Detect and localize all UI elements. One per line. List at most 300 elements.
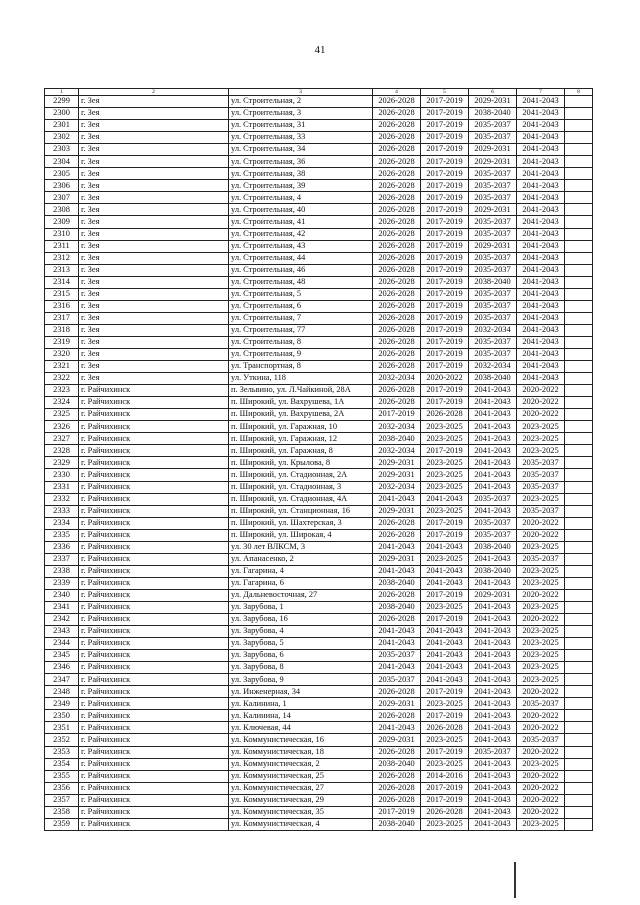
city-cell: г. Райчихинск — [79, 626, 229, 638]
note-cell — [565, 758, 593, 770]
note-cell — [565, 397, 593, 409]
table-row — [45, 638, 593, 650]
note-cell — [565, 674, 593, 686]
city-cell: г. Зея — [79, 108, 229, 120]
period-cell: 2020-2022 — [517, 589, 565, 601]
period-cell: 2041-2043 — [469, 794, 517, 806]
period-cell: 2017-2019 — [421, 300, 469, 312]
period-cell: 2038-2040 — [469, 565, 517, 577]
note-cell — [565, 541, 593, 553]
period-cell: 2035-2037 — [469, 493, 517, 505]
city-cell: г. Райчихинск — [79, 589, 229, 601]
row-number: 2335 — [45, 529, 79, 541]
period-cell: 2020-2022 — [517, 746, 565, 758]
period-cell: 2017-2019 — [421, 96, 469, 108]
period-cell: 2017-2019 — [421, 252, 469, 264]
period-cell: 2023-2025 — [421, 457, 469, 469]
period-cell: 2032-2034 — [373, 421, 421, 433]
address-cell: ул. Строительная, 6 — [229, 300, 373, 312]
city-cell: г. Райчихинск — [79, 710, 229, 722]
note-cell — [565, 481, 593, 493]
period-cell: 2017-2019 — [421, 445, 469, 457]
period-cell: 2041-2043 — [469, 409, 517, 421]
note-cell — [565, 493, 593, 505]
address-cell: ул. Строительная, 3 — [229, 108, 373, 120]
period-cell: 2029-2031 — [469, 240, 517, 252]
note-cell — [565, 794, 593, 806]
note-cell — [565, 120, 593, 132]
period-cell: 2026-2028 — [373, 324, 421, 336]
table-row — [45, 288, 593, 300]
note-cell — [565, 589, 593, 601]
row-number: 2345 — [45, 650, 79, 662]
period-cell: 2041-2043 — [373, 638, 421, 650]
period-cell: 2035-2037 — [517, 457, 565, 469]
period-cell: 2035-2037 — [469, 517, 517, 529]
period-cell: 2014-2016 — [421, 770, 469, 782]
note-cell — [565, 216, 593, 228]
row-number: 2338 — [45, 565, 79, 577]
address-cell: ул. Строительная, 40 — [229, 204, 373, 216]
city-cell: г. Зея — [79, 240, 229, 252]
row-number: 2306 — [45, 180, 79, 192]
city-cell: г. Райчихинск — [79, 433, 229, 445]
period-cell: 2035-2037 — [469, 216, 517, 228]
period-cell: 2023-2025 — [421, 469, 469, 481]
table-row — [45, 722, 593, 734]
table-row — [45, 662, 593, 674]
period-cell: 2041-2043 — [517, 264, 565, 276]
address-cell: ул. Зарубова, 16 — [229, 614, 373, 626]
row-number: 2355 — [45, 770, 79, 782]
period-cell: 2041-2043 — [469, 650, 517, 662]
note-cell — [565, 686, 593, 698]
city-cell: г. Райчихинск — [79, 505, 229, 517]
city-cell: г. Зея — [79, 180, 229, 192]
note-cell — [565, 132, 593, 144]
address-cell: ул. Коммунистическая, 2 — [229, 758, 373, 770]
address-cell: ул. Строительная, 39 — [229, 180, 373, 192]
city-cell: г. Зея — [79, 192, 229, 204]
city-cell: г. Райчихинск — [79, 662, 229, 674]
city-cell: г. Райчихинск — [79, 565, 229, 577]
period-cell: 2029-2031 — [469, 589, 517, 601]
period-cell: 2041-2043 — [517, 373, 565, 385]
city-cell: г. Райчихинск — [79, 746, 229, 758]
period-cell: 2038-2040 — [469, 276, 517, 288]
address-cell: ул. Строительная, 8 — [229, 336, 373, 348]
period-cell: 2041-2043 — [469, 734, 517, 746]
city-cell: г. Зея — [79, 348, 229, 360]
row-number: 2356 — [45, 782, 79, 794]
address-cell: п. Широкий, ул. Стадионная, 4А — [229, 493, 373, 505]
period-cell: 2041-2043 — [517, 108, 565, 120]
period-cell: 2023-2025 — [421, 758, 469, 770]
period-cell: 2017-2019 — [421, 240, 469, 252]
note-cell — [565, 638, 593, 650]
table-row — [45, 589, 593, 601]
period-cell: 2026-2028 — [373, 168, 421, 180]
period-cell: 2041-2043 — [469, 662, 517, 674]
binding-mark — [514, 862, 516, 898]
period-cell: 2026-2028 — [373, 589, 421, 601]
period-cell: 2023-2025 — [517, 421, 565, 433]
address-cell: п. Широкий, ул. Шахтерская, 3 — [229, 517, 373, 529]
row-number: 2308 — [45, 204, 79, 216]
period-cell: 2026-2028 — [373, 794, 421, 806]
period-cell: 2041-2043 — [517, 348, 565, 360]
period-cell: 2035-2037 — [469, 300, 517, 312]
note-cell — [565, 144, 593, 156]
city-cell: г. Райчихинск — [79, 601, 229, 613]
row-number: 2299 — [45, 96, 79, 108]
period-cell: 2041-2043 — [469, 638, 517, 650]
table-row — [45, 674, 593, 686]
address-cell: ул. Строительная, 2 — [229, 96, 373, 108]
period-cell: 2029-2031 — [469, 96, 517, 108]
period-cell: 2026-2028 — [373, 385, 421, 397]
period-cell: 2041-2043 — [421, 626, 469, 638]
table-row — [45, 710, 593, 722]
period-cell: 2041-2043 — [373, 626, 421, 638]
period-cell: 2029-2031 — [373, 505, 421, 517]
period-cell: 2035-2037 — [469, 264, 517, 276]
table-row — [45, 192, 593, 204]
period-cell: 2041-2043 — [469, 674, 517, 686]
note-cell — [565, 577, 593, 589]
table-row — [45, 565, 593, 577]
row-number: 2331 — [45, 481, 79, 493]
address-cell: ул. Коммунистическая, 27 — [229, 782, 373, 794]
city-cell: г. Райчихинск — [79, 794, 229, 806]
table-row — [45, 300, 593, 312]
period-cell: 2020-2022 — [517, 806, 565, 818]
address-cell: ул. Гагарина, 6 — [229, 577, 373, 589]
city-cell: г. Зея — [79, 361, 229, 373]
period-cell: 2017-2019 — [421, 794, 469, 806]
period-cell: 2035-2037 — [469, 180, 517, 192]
note-cell — [565, 565, 593, 577]
table-row — [45, 324, 593, 336]
period-cell: 2035-2037 — [517, 734, 565, 746]
row-number: 2305 — [45, 168, 79, 180]
period-cell: 2041-2043 — [469, 421, 517, 433]
table-row — [45, 397, 593, 409]
city-cell: г. Зея — [79, 252, 229, 264]
city-cell: г. Зея — [79, 264, 229, 276]
period-cell: 2017-2019 — [421, 361, 469, 373]
period-cell: 2041-2043 — [517, 156, 565, 168]
table-row — [45, 746, 593, 758]
row-number: 2337 — [45, 553, 79, 565]
period-cell: 2020-2022 — [517, 686, 565, 698]
period-cell: 2038-2040 — [373, 601, 421, 613]
period-cell: 2041-2043 — [469, 433, 517, 445]
period-cell: 2041-2043 — [517, 361, 565, 373]
period-cell: 2032-2034 — [373, 481, 421, 493]
table-row — [45, 409, 593, 421]
period-cell: 2035-2037 — [517, 698, 565, 710]
period-cell: 2029-2031 — [469, 144, 517, 156]
note-cell — [565, 818, 593, 830]
period-cell: 2023-2025 — [517, 541, 565, 553]
address-cell: ул. Дальневосточная, 27 — [229, 589, 373, 601]
row-number: 2300 — [45, 108, 79, 120]
period-cell: 2035-2037 — [517, 553, 565, 565]
table-row — [45, 734, 593, 746]
period-cell: 2041-2043 — [517, 252, 565, 264]
period-cell: 2029-2031 — [373, 698, 421, 710]
note-cell — [565, 529, 593, 541]
city-cell: г. Райчихинск — [79, 818, 229, 830]
row-number: 2324 — [45, 397, 79, 409]
period-cell: 2041-2043 — [469, 782, 517, 794]
period-cell: 2023-2025 — [517, 650, 565, 662]
column-header: 5 — [421, 89, 469, 96]
period-cell: 2041-2043 — [517, 96, 565, 108]
table-row — [45, 96, 593, 108]
period-cell: 2026-2028 — [373, 264, 421, 276]
table-row — [45, 361, 593, 373]
row-number: 2328 — [45, 445, 79, 457]
city-cell: г. Зея — [79, 336, 229, 348]
period-cell: 2023-2025 — [421, 698, 469, 710]
address-cell: ул. Уткина, 118 — [229, 373, 373, 385]
row-number: 2339 — [45, 577, 79, 589]
row-number: 2327 — [45, 433, 79, 445]
row-number: 2318 — [45, 324, 79, 336]
period-cell: 2041-2043 — [421, 565, 469, 577]
period-cell: 2041-2043 — [517, 180, 565, 192]
period-cell: 2017-2019 — [421, 132, 469, 144]
row-number: 2319 — [45, 336, 79, 348]
address-cell: ул. Строительная, 9 — [229, 348, 373, 360]
column-header: 1 — [45, 89, 79, 96]
row-number: 2347 — [45, 674, 79, 686]
period-cell: 2041-2043 — [421, 674, 469, 686]
period-cell: 2026-2028 — [421, 409, 469, 421]
period-cell: 2035-2037 — [469, 252, 517, 264]
period-cell: 2041-2043 — [421, 577, 469, 589]
period-cell: 2026-2028 — [373, 361, 421, 373]
period-cell: 2017-2019 — [421, 144, 469, 156]
address-cell: ул. Коммунистическая, 29 — [229, 794, 373, 806]
note-cell — [565, 698, 593, 710]
table-row — [45, 650, 593, 662]
table-row — [45, 626, 593, 638]
period-cell: 2020-2022 — [517, 385, 565, 397]
row-number: 2344 — [45, 638, 79, 650]
period-cell: 2041-2043 — [469, 469, 517, 481]
period-cell: 2032-2034 — [373, 445, 421, 457]
period-cell: 2035-2037 — [469, 168, 517, 180]
address-cell: ул. Коммунистическая, 18 — [229, 746, 373, 758]
period-cell: 2041-2043 — [421, 650, 469, 662]
address-cell: ул. Коммунистическая, 4 — [229, 818, 373, 830]
row-number: 2352 — [45, 734, 79, 746]
city-cell: г. Райчихинск — [79, 638, 229, 650]
city-cell: г. Райчихинск — [79, 517, 229, 529]
period-cell: 2017-2019 — [373, 806, 421, 818]
note-cell — [565, 782, 593, 794]
period-cell: 2017-2019 — [421, 614, 469, 626]
note-cell — [565, 806, 593, 818]
table-row — [45, 216, 593, 228]
note-cell — [565, 276, 593, 288]
row-number: 2311 — [45, 240, 79, 252]
period-cell: 2041-2043 — [517, 204, 565, 216]
period-cell: 2041-2043 — [373, 541, 421, 553]
period-cell: 2035-2037 — [517, 481, 565, 493]
city-cell: г. Райчихинск — [79, 553, 229, 565]
city-cell: г. Райчихинск — [79, 758, 229, 770]
period-cell: 2026-2028 — [373, 204, 421, 216]
note-cell — [565, 361, 593, 373]
period-cell: 2026-2028 — [373, 120, 421, 132]
city-cell: г. Райчихинск — [79, 614, 229, 626]
city-cell: г. Зея — [79, 156, 229, 168]
row-number: 2348 — [45, 686, 79, 698]
period-cell: 2026-2028 — [373, 288, 421, 300]
column-number-row — [45, 89, 593, 96]
note-cell — [565, 734, 593, 746]
period-cell: 2035-2037 — [373, 650, 421, 662]
note-cell — [565, 517, 593, 529]
row-number: 2317 — [45, 312, 79, 324]
row-number: 2303 — [45, 144, 79, 156]
table-row — [45, 614, 593, 626]
address-cell: ул. Калинина, 1 — [229, 698, 373, 710]
period-cell: 2017-2019 — [421, 324, 469, 336]
address-cell: ул. Зарубова, 4 — [229, 626, 373, 638]
address-cell: п. Широкий, ул. Гаражная, 8 — [229, 445, 373, 457]
city-cell: г. Зея — [79, 373, 229, 385]
note-cell — [565, 626, 593, 638]
period-cell: 2023-2025 — [517, 662, 565, 674]
period-cell: 2026-2028 — [373, 276, 421, 288]
row-number: 2350 — [45, 710, 79, 722]
period-cell: 2038-2040 — [373, 577, 421, 589]
note-cell — [565, 168, 593, 180]
address-cell: ул. Зарубова, 6 — [229, 650, 373, 662]
city-cell: г. Зея — [79, 120, 229, 132]
row-number: 2316 — [45, 300, 79, 312]
period-cell: 2017-2019 — [421, 336, 469, 348]
period-cell: 2035-2037 — [373, 674, 421, 686]
period-cell: 2035-2037 — [469, 312, 517, 324]
row-number: 2349 — [45, 698, 79, 710]
period-cell: 2041-2043 — [517, 192, 565, 204]
row-number: 2309 — [45, 216, 79, 228]
note-cell — [565, 505, 593, 517]
table-row — [45, 373, 593, 385]
column-header: 2 — [79, 89, 229, 96]
period-cell: 2023-2025 — [517, 626, 565, 638]
table-row — [45, 264, 593, 276]
row-number: 2341 — [45, 601, 79, 613]
address-cell: ул. Строительная, 38 — [229, 168, 373, 180]
period-cell: 2020-2022 — [517, 722, 565, 734]
table-row — [45, 541, 593, 553]
row-number: 2334 — [45, 517, 79, 529]
period-cell: 2023-2025 — [421, 421, 469, 433]
table-row — [45, 108, 593, 120]
period-cell: 2023-2025 — [517, 758, 565, 770]
column-header: 4 — [373, 89, 421, 96]
period-cell: 2038-2040 — [373, 758, 421, 770]
row-number: 2343 — [45, 626, 79, 638]
city-cell: г. Райчихинск — [79, 722, 229, 734]
period-cell: 2041-2043 — [469, 614, 517, 626]
address-cell: ул. Строительная, 43 — [229, 240, 373, 252]
period-cell: 2023-2025 — [517, 445, 565, 457]
city-cell: г. Райчихинск — [79, 674, 229, 686]
row-number: 2336 — [45, 541, 79, 553]
row-number: 2330 — [45, 469, 79, 481]
note-cell — [565, 180, 593, 192]
note-cell — [565, 156, 593, 168]
row-number: 2323 — [45, 385, 79, 397]
address-cell: п. Широкий, ул. Вахрушева, 2А — [229, 409, 373, 421]
period-cell: 2041-2043 — [373, 662, 421, 674]
row-number: 2307 — [45, 192, 79, 204]
period-cell: 2041-2043 — [469, 818, 517, 830]
note-cell — [565, 433, 593, 445]
note-cell — [565, 300, 593, 312]
address-cell: ул. Калинина, 14 — [229, 710, 373, 722]
period-cell: 2038-2040 — [469, 541, 517, 553]
period-cell: 2029-2031 — [373, 469, 421, 481]
city-cell: г. Райчихинск — [79, 734, 229, 746]
period-cell: 2026-2028 — [373, 132, 421, 144]
city-cell: г. Зея — [79, 96, 229, 108]
table-row — [45, 806, 593, 818]
table-row — [45, 168, 593, 180]
period-cell: 2026-2028 — [373, 300, 421, 312]
table-row — [45, 240, 593, 252]
period-cell: 2017-2019 — [421, 276, 469, 288]
city-cell: г. Райчихинск — [79, 541, 229, 553]
address-cell: п. Зельвино, ул. Л.Чайкиной, 28А — [229, 385, 373, 397]
period-cell: 2035-2037 — [469, 120, 517, 132]
table-body — [45, 96, 593, 831]
address-cell: ул. Строительная, 77 — [229, 324, 373, 336]
address-cell: ул. Инженерная, 34 — [229, 686, 373, 698]
row-number: 2322 — [45, 373, 79, 385]
city-cell: г. Зея — [79, 168, 229, 180]
address-cell: ул. Коммунистическая, 35 — [229, 806, 373, 818]
period-cell: 2041-2043 — [373, 722, 421, 734]
period-cell: 2026-2028 — [373, 144, 421, 156]
note-cell — [565, 722, 593, 734]
period-cell: 2023-2025 — [517, 565, 565, 577]
period-cell: 2032-2034 — [373, 373, 421, 385]
note-cell — [565, 614, 593, 626]
note-cell — [565, 445, 593, 457]
period-cell: 2023-2025 — [421, 601, 469, 613]
period-cell: 2017-2019 — [421, 312, 469, 324]
period-cell: 2041-2043 — [421, 493, 469, 505]
note-cell — [565, 204, 593, 216]
table-row — [45, 312, 593, 324]
period-cell: 2026-2028 — [373, 746, 421, 758]
address-cell: ул. Строительная, 7 — [229, 312, 373, 324]
city-cell: г. Райчихинск — [79, 409, 229, 421]
period-cell: 2038-2040 — [373, 433, 421, 445]
period-cell: 2017-2019 — [421, 710, 469, 722]
note-cell — [565, 385, 593, 397]
city-cell: г. Райчихинск — [79, 650, 229, 662]
